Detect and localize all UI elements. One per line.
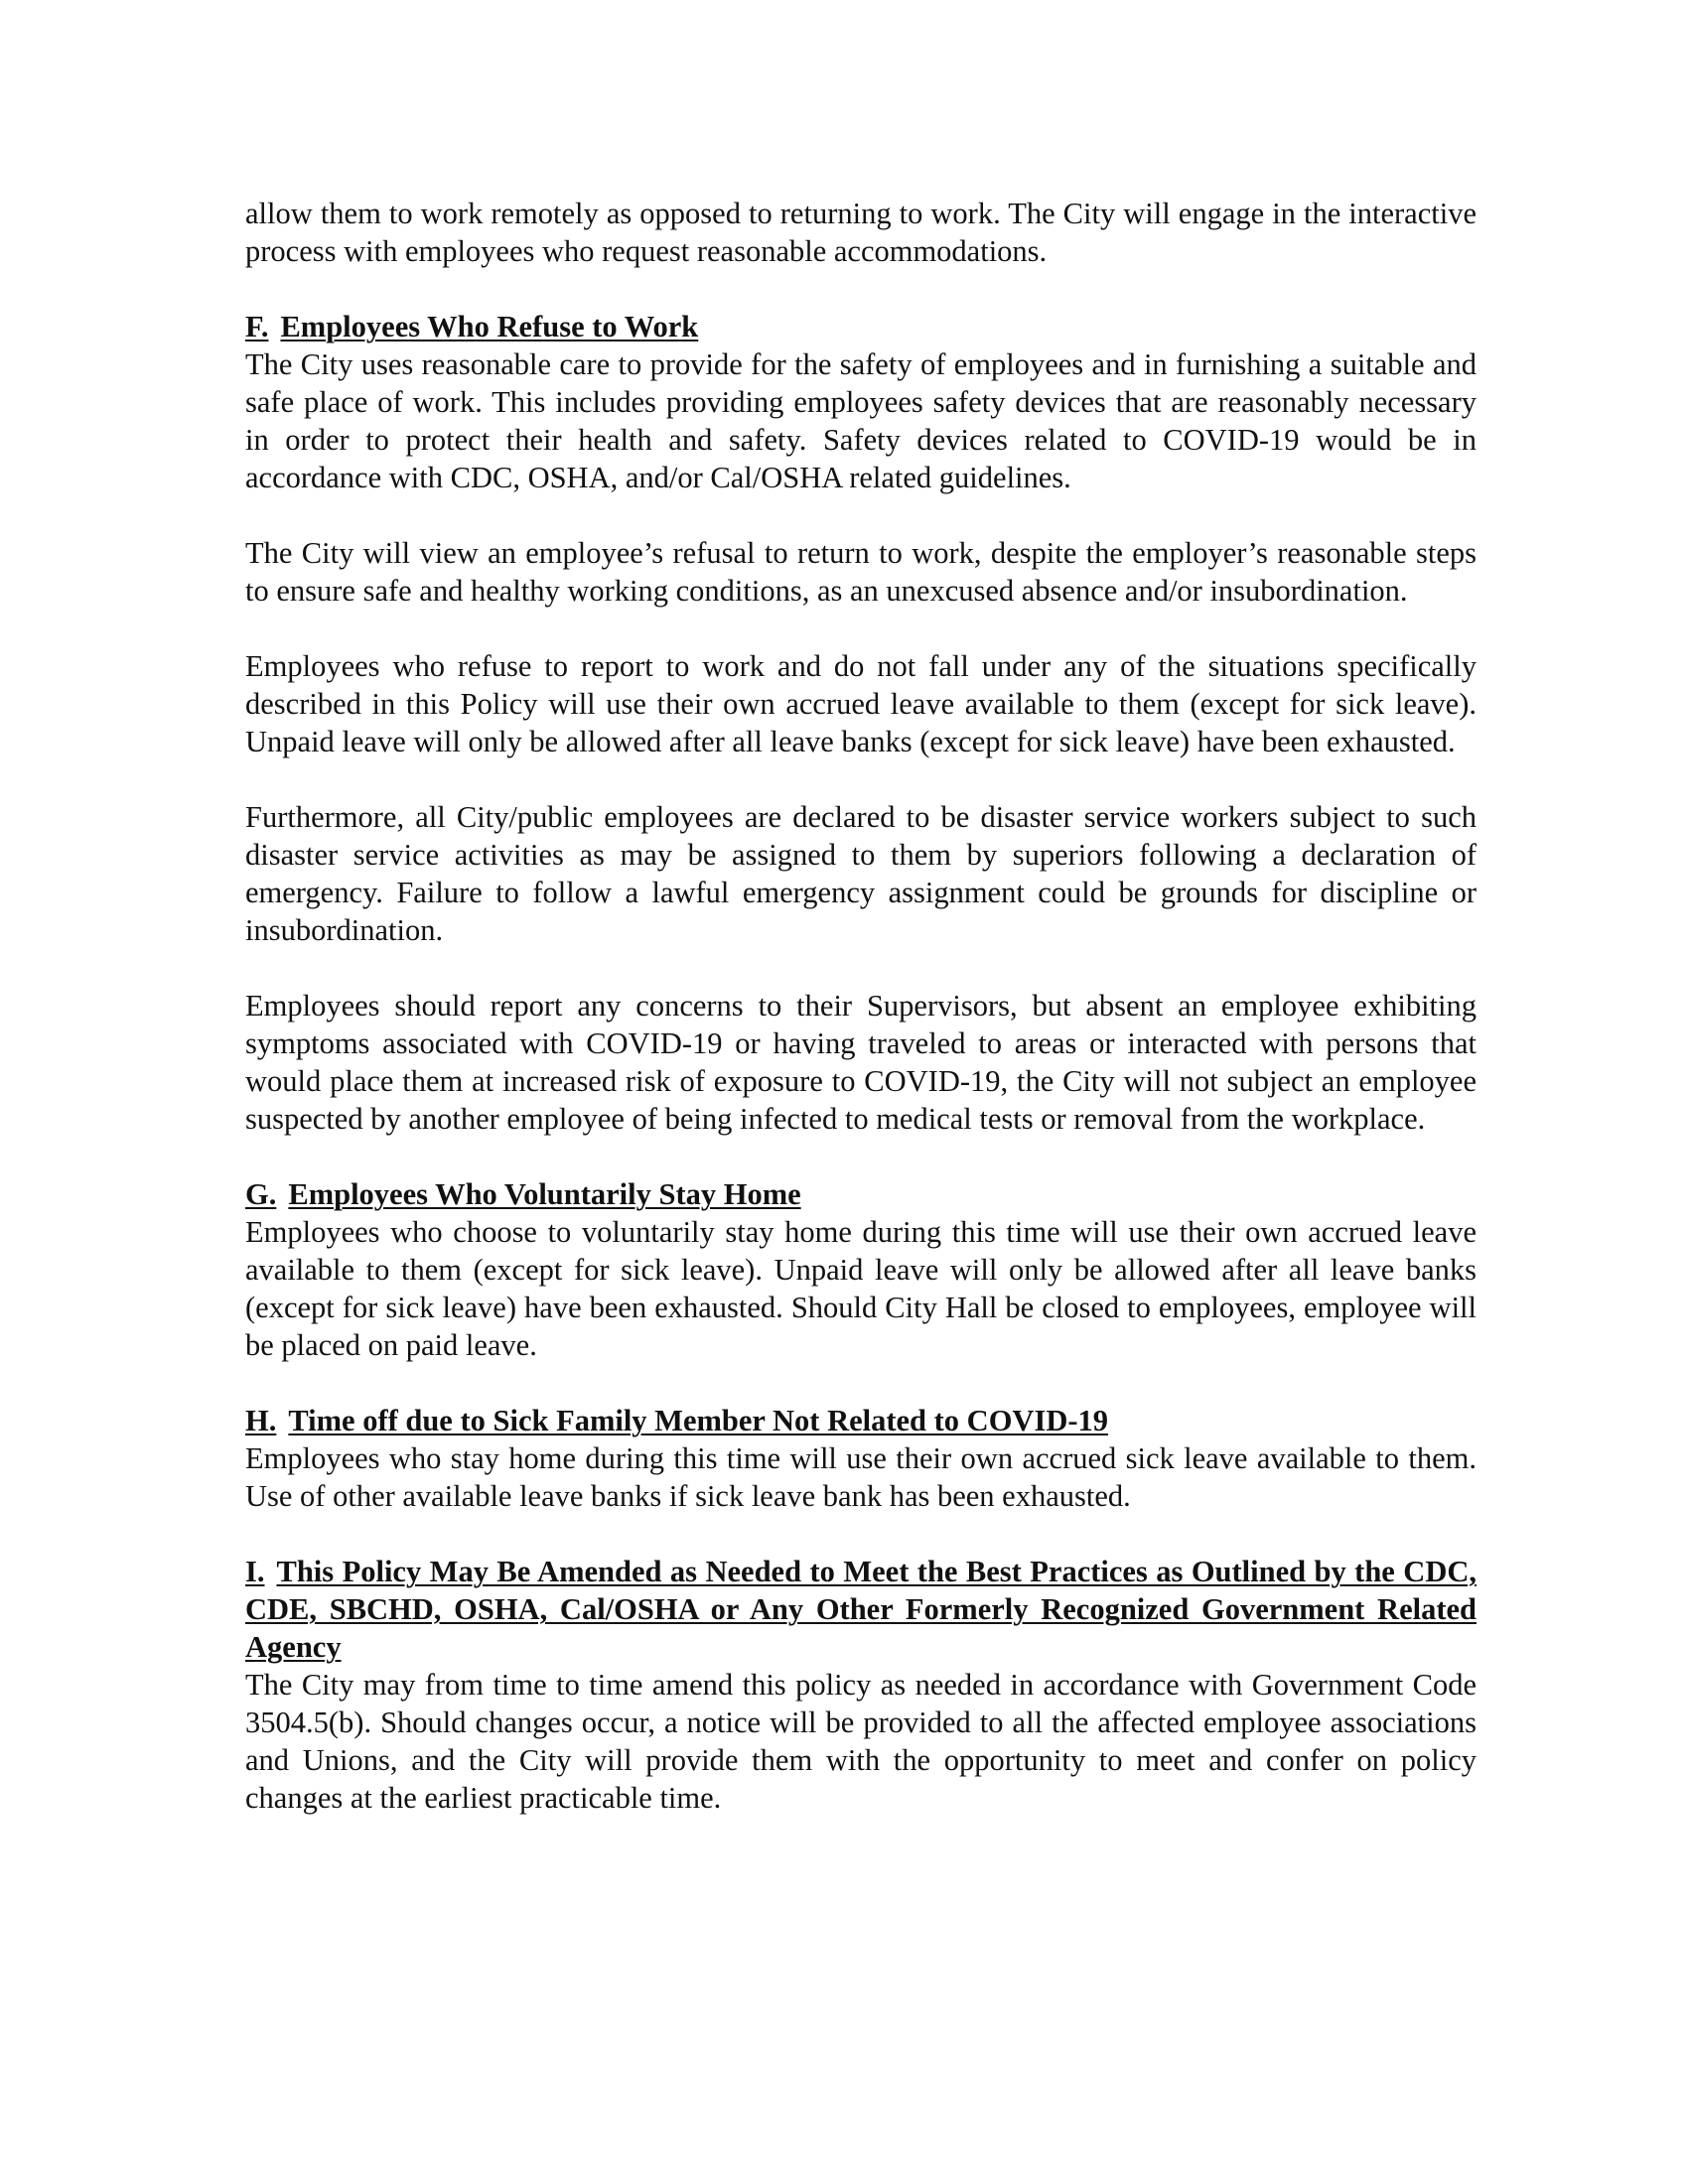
spacer xyxy=(245,496,1477,534)
section-f-heading xyxy=(245,308,1477,345)
section-f-paragraph-2: The City will view an employee’s refusal to return to work, despite the employer’s reasonable steps to ensure safe and healthy working conditions, as an unexcused absence and/or insubordination. xyxy=(245,536,1477,608)
spacer xyxy=(245,270,1477,308)
section-f-letter: F. xyxy=(245,310,269,343)
section-i-title: This Policy May Be Amended as Needed to Meet the Best Practices as Outlined by the CDC, CDE, SBCHD, OSHA, Cal/OSHA or Any Other Formerly Recognized Government Related Agency xyxy=(245,1555,1477,1664)
intro-paragraph: allow them to work remotely as opposed to returning to work. The City will engage in the interactive process with employees who request reasonable accommodations. xyxy=(245,197,1477,268)
section-f-paragraph-1: The City uses reasonable care to provide for the safety of employees and in furnishing a suitable and safe place of work. This includes providing employees safety devices that are reasonably necessary in order to protect their health and safety. Safety devices related to COVID-19 would be in accordance with CDC, OSHA, and/or Cal/OSHA related guidelines. xyxy=(245,347,1477,494)
section-h-paragraph-1: Employees who stay home during this time will use their own accrued sick leave available to them. Use of other available leave banks if sick leave bank has been exhausted. xyxy=(245,1441,1477,1513)
section-g-letter: G. xyxy=(245,1177,277,1211)
section-f-title: Employees Who Refuse to Work xyxy=(280,310,699,343)
document-page xyxy=(245,195,1477,1817)
section-f-paragraph-4: Furthermore, all City/public employees are declared to be disaster service workers subject to such disaster service activities as may be assigned to them by superiors following a declaration of emergency. Failure to follow a lawful emergency assignment could be grounds for discipline or insubordination. xyxy=(245,800,1477,947)
spacer xyxy=(245,1515,1477,1553)
spacer xyxy=(245,1138,1477,1175)
section-g-heading xyxy=(245,1175,1477,1213)
section-h-title: Time off due to Sick Family Member Not Related to COVID-19 xyxy=(288,1404,1109,1437)
section-h-heading xyxy=(245,1402,1477,1439)
section-f-paragraph-3: Employees who refuse to report to work and do not fall under any of the situations specifically described in this Policy will use their own accrued leave available to them (except for sick leave). Unpaid leave will only be allowed after all leave banks (except for sick leave) have been exhausted. xyxy=(245,649,1477,758)
section-i-heading xyxy=(245,1553,1477,1666)
section-g-paragraph-1: Employees who choose to voluntarily stay home during this time will use their own accrued leave available to them (except for sick leave). Unpaid leave will only be allowed after all leave banks (except for sick leave) have been exhausted. Should City Hall be closed to employees, employee will be placed on paid leave. xyxy=(245,1215,1477,1362)
section-i-paragraph-1: The City may from time to time amend this policy as needed in accordance with Government Code 3504.5(b). Should changes occur, a notice will be provided to all the affected employee associations and Unions, and the City will provide them with the opportunity to meet and confer on policy changes at the earliest practicable time. xyxy=(245,1668,1477,1815)
spacer xyxy=(245,1364,1477,1402)
section-g-title: Employees Who Voluntarily Stay Home xyxy=(288,1177,801,1211)
spacer xyxy=(245,760,1477,798)
section-f-paragraph-5: Employees should report any concerns to their Supervisors, but absent an employee exhibiting symptoms associated with COVID-19 or having traveled to areas or interacted with persons that would place them at increased risk of exposure to COVID-19, the City will not subject an employee suspected by another employee of being infected to medical tests or removal from the workplace. xyxy=(245,989,1477,1136)
section-h-letter: H. xyxy=(245,1404,277,1437)
spacer xyxy=(245,610,1477,647)
section-i-letter: I. xyxy=(245,1555,265,1588)
spacer xyxy=(245,949,1477,987)
